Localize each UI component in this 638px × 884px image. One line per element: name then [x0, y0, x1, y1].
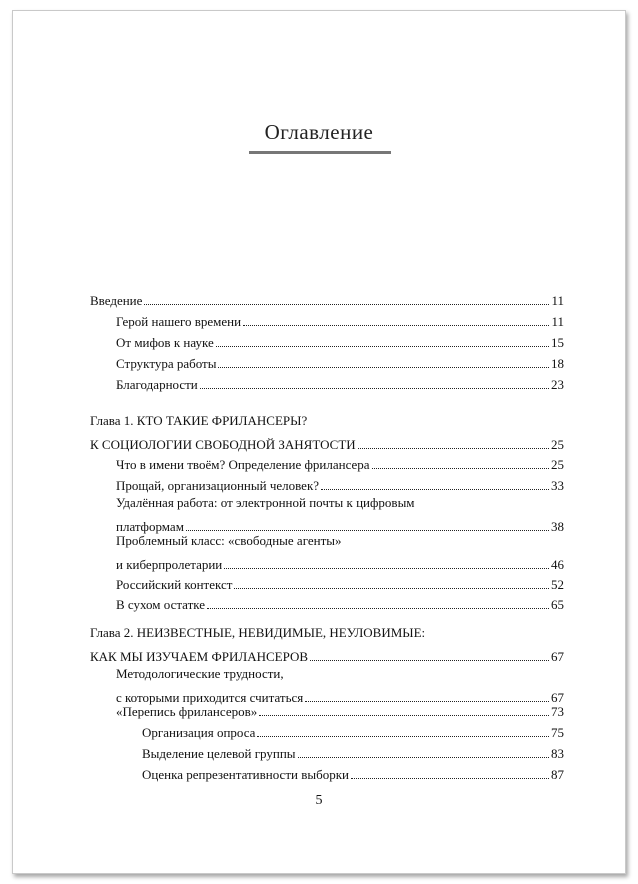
toc-page-number: 67: [551, 649, 564, 664]
toc-page-number: 52: [551, 577, 564, 592]
toc-page-number: 65: [551, 597, 564, 612]
leader-dots: [351, 777, 549, 779]
toc-entry[interactable]: [90, 721, 564, 741]
toc-page-number: 83: [551, 746, 564, 761]
toc-entry-title: платформам: [116, 519, 184, 534]
toc-entry-title: Прощай, организационный человек?: [116, 478, 320, 493]
toc-page-number: 73: [551, 704, 564, 719]
toc-entry[interactable]: [90, 533, 564, 573]
toc-entry[interactable]: [90, 763, 564, 783]
leader-dots: [200, 387, 549, 389]
toc-entry[interactable]: [90, 373, 564, 393]
toc-page-number: 25: [551, 457, 564, 472]
leader-dots: [216, 345, 549, 347]
toc-page-number: 25: [551, 437, 564, 452]
toc-entry[interactable]: [90, 310, 564, 330]
toc-entry[interactable]: [90, 352, 564, 372]
page-number: 5: [315, 793, 323, 808]
toc-entry[interactable]: [90, 495, 564, 535]
toc-entry[interactable]: [90, 573, 564, 593]
toc-entry[interactable]: [90, 474, 564, 494]
toc-entry-title: Оценка репрезентативности выборки: [142, 767, 349, 782]
leader-dots: [186, 529, 549, 531]
toc-entry[interactable]: [90, 593, 564, 613]
leader-dots: [218, 366, 549, 368]
toc-entry-title: В сухом остатке: [116, 597, 206, 612]
toc-page-number: 23: [551, 377, 564, 392]
toc-entry-title: Выделение целевой группы: [142, 746, 296, 761]
leader-dots: [234, 587, 549, 589]
toc-entry[interactable]: [90, 289, 564, 309]
leader-dots: [207, 607, 549, 609]
toc-page-number: 38: [551, 519, 564, 534]
toc-entry-title: Герой нашего времени: [116, 314, 242, 329]
toc-entry-title: «Перепись фрилансеров»: [116, 704, 258, 719]
toc-page-number: 18: [551, 356, 564, 371]
toc-entry-title: и киберпролетарии: [116, 557, 223, 572]
toc-entry-title: Что в имени твоём? Определение фрилансера: [116, 457, 370, 472]
leader-dots: [224, 567, 549, 569]
toc-entry[interactable]: [90, 453, 564, 473]
leader-dots: [321, 488, 549, 490]
toc-entry-title: Организация опроса: [142, 725, 256, 740]
leader-dots: [358, 447, 549, 449]
toc-entry-title-line1: Проблемный класс: «свободные агенты»: [116, 533, 342, 548]
toc-entry[interactable]: [90, 331, 564, 351]
page-title: Оглавление: [264, 120, 374, 144]
leader-dots: [310, 659, 549, 661]
toc-chapter-entry[interactable]: [90, 413, 564, 453]
toc-entry-title: с которыми приходится считаться: [116, 690, 304, 705]
leader-dots: [243, 324, 549, 326]
toc-entry-title: От мифов к науке: [116, 335, 214, 350]
leader-dots: [259, 714, 549, 716]
toc-entry-title: К СОЦИОЛОГИИ СВОБОДНОЙ ЗАНЯТОСТИ: [90, 437, 356, 452]
toc-entry-title-line1: Глава 2. НЕИЗВЕСТНЫЕ, НЕВИДИМЫЕ, НЕУЛОВИМЫЕ:: [90, 625, 426, 640]
toc-entry-title: Российский контекст: [116, 577, 233, 592]
toc-page-number: 15: [551, 335, 564, 350]
toc-page-number: 11: [551, 314, 564, 329]
toc-page-number: 11: [551, 293, 564, 308]
toc-entry-title-line1: Методологические трудности,: [116, 666, 284, 681]
toc-page-number: 75: [551, 725, 564, 740]
toc-entry[interactable]: [90, 742, 564, 762]
toc-entry-title-line1: Удалённая работа: от электронной почты к цифровым: [116, 495, 415, 510]
toc-entry[interactable]: [90, 700, 564, 720]
book-page: [12, 10, 626, 874]
toc-page-number: 33: [551, 478, 564, 493]
leader-dots: [372, 467, 549, 469]
toc-entry-title: Структура работы: [116, 356, 217, 371]
leader-dots: [298, 756, 549, 758]
leader-dots: [257, 735, 549, 737]
toc-chapter-entry[interactable]: [90, 625, 564, 665]
toc-page-number: 67: [551, 690, 564, 705]
toc-entry-title: Введение: [90, 293, 143, 308]
toc-entry-title-line1: Глава 1. КТО ТАКИЕ ФРИЛАНСЕРЫ?: [90, 413, 308, 428]
toc-entry-title: КАК МЫ ИЗУЧАЕМ ФРИЛАНСЕРОВ: [90, 649, 309, 664]
toc-page-number: 87: [551, 767, 564, 782]
title-underline: [249, 151, 391, 154]
toc-entry-title: Благодарности: [116, 377, 198, 392]
leader-dots: [144, 303, 549, 305]
toc-page-number: 46: [551, 557, 564, 572]
